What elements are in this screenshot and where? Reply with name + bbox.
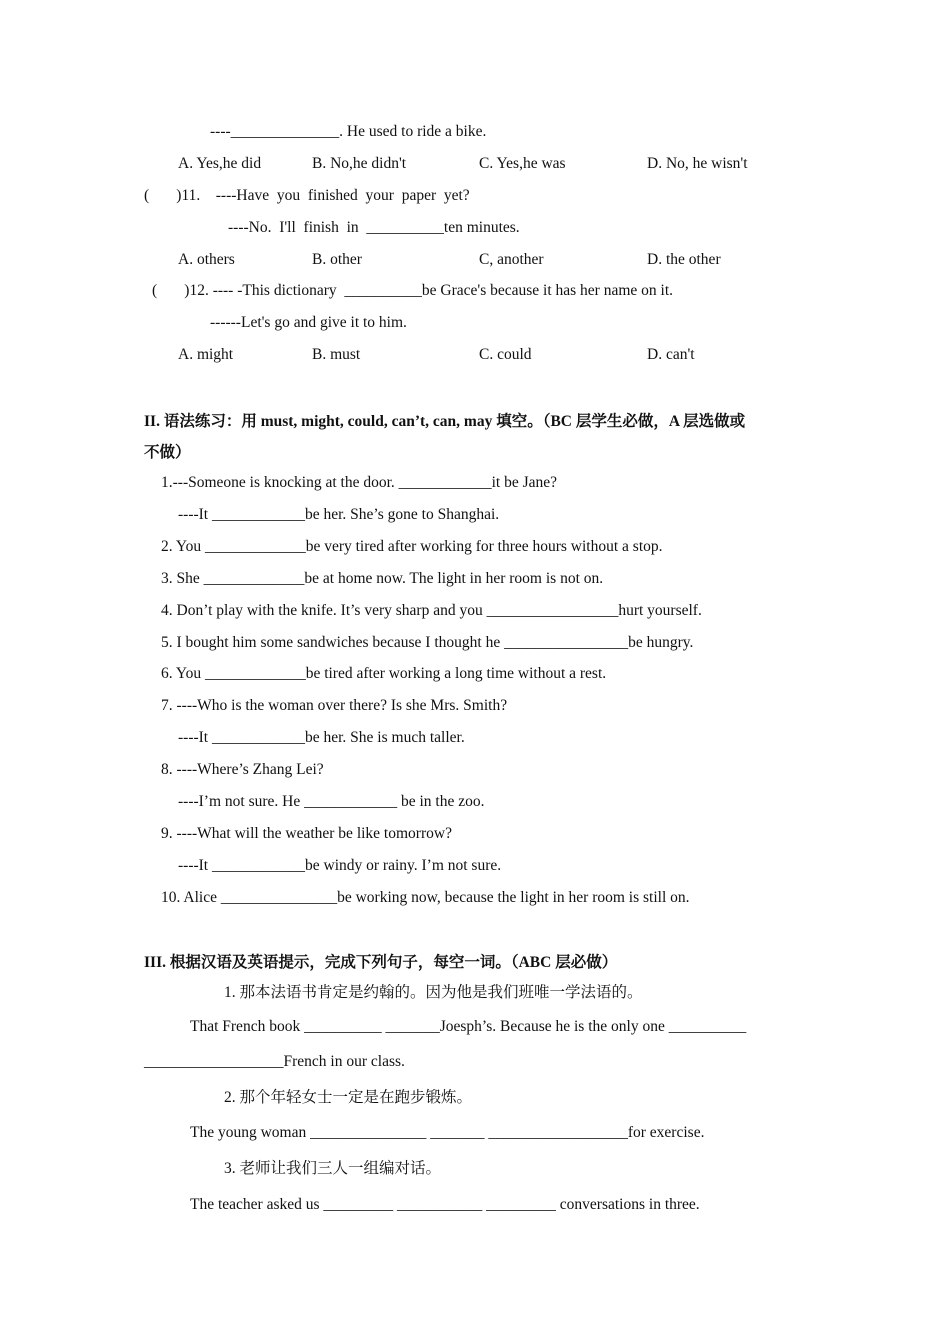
s3-item-3-english: The teacher asked us _________ ___________ _________ conversations in three. bbox=[190, 1196, 700, 1213]
q11-option-b: B. other bbox=[312, 251, 362, 268]
s3-item-2-english: The young woman _______________ _______ __________________for exercise. bbox=[190, 1124, 705, 1141]
q11-question: ( )11. ----Have you finished your paper yet? bbox=[144, 187, 470, 204]
s2-item-9: 9. ----What will the weather be like tomorrow? bbox=[161, 825, 452, 842]
q11-option-c: C, another bbox=[479, 251, 544, 268]
s2-item-8-reply: ----I’m not sure. He ____________ be in the zoo. bbox=[178, 793, 485, 810]
s2-item-5: 5. I bought him some sandwiches because I thought he ________________be hungry. bbox=[161, 634, 694, 651]
section3-heading: III. 根据汉语及英语提示，完成下列句子，每空一词。（ABC 层必做） bbox=[144, 954, 618, 971]
s3-item-1-chinese: 1. 那本法语书肯定是约翰的。因为他是我们班唯一学法语的。 bbox=[224, 984, 643, 1001]
q11-option-a: A. others bbox=[178, 251, 235, 268]
s3-item-3-chinese: 3. 老师让我们三人一组编对话。 bbox=[224, 1160, 442, 1177]
s2-item-7: 7. ----Who is the woman over there? Is she Mrs. Smith? bbox=[161, 697, 508, 714]
s2-item-3: 3. She _____________be at home now. The light in her room is not on. bbox=[161, 570, 604, 587]
s2-item-9-reply: ----It ____________be windy or rainy. I’m not sure. bbox=[178, 857, 502, 874]
q10-option-c: C. Yes,he was bbox=[479, 155, 566, 172]
q12-option-d: D. can't bbox=[647, 346, 695, 363]
q11-answer-line: ----No. I'll finish in __________ten minutes. bbox=[228, 219, 520, 236]
section2-heading: II. 语法练习：用 must, might, could, can’t, can, may 填空。（BC 层学生必做，A 层选做或 bbox=[144, 413, 746, 430]
q10-option-d: D. No, he wisn't bbox=[647, 155, 748, 172]
q12-option-c: C. could bbox=[479, 346, 532, 363]
s2-item-4: 4. Don’t play with the knife. It’s very sharp and you _________________hurt yourself. bbox=[161, 602, 702, 619]
q10-answer-line: ----______________. He used to ride a bike. bbox=[210, 123, 487, 140]
s2-item-6: 6. You _____________be tired after working a long time without a rest. bbox=[161, 665, 607, 682]
s3-item-1-english-cont: __________________French in our class. bbox=[144, 1053, 405, 1070]
q12-option-a: A. might bbox=[178, 346, 234, 363]
q12-option-b: B. must bbox=[312, 346, 361, 363]
section2-heading-cont: 不做） bbox=[144, 444, 191, 461]
s2-item-7-reply: ----It ____________be her. She is much taller. bbox=[178, 729, 465, 746]
s2-item-1: 1.---Someone is knocking at the door. ____________it be Jane? bbox=[161, 474, 558, 491]
s2-item-1-reply: ----It ____________be her. She’s gone to Shanghai. bbox=[178, 506, 500, 523]
s3-item-2-chinese: 2. 那个年轻女士一定是在跑步锻炼。 bbox=[224, 1089, 473, 1106]
q10-option-a: A. Yes,he did bbox=[178, 155, 262, 172]
q12-question: ( )12. ---- -This dictionary __________be Grace's because it has her name on it. bbox=[152, 282, 674, 299]
s3-item-1-english: That French book __________ _______Joesph’s. Because he is the only one __________ bbox=[190, 1018, 747, 1035]
q11-option-d: D. the other bbox=[647, 251, 721, 268]
s2-item-10: 10. Alice _______________be working now, because the light in her room is still on. bbox=[161, 889, 690, 906]
s2-item-2: 2. You _____________be very tired after working for three hours without a stop. bbox=[161, 538, 663, 555]
q10-option-b: B. No,he didn't bbox=[312, 155, 407, 172]
s2-item-8: 8. ----Where’s Zhang Lei? bbox=[161, 761, 324, 778]
q12-answer-line: ------Let's go and give it to him. bbox=[210, 314, 407, 331]
